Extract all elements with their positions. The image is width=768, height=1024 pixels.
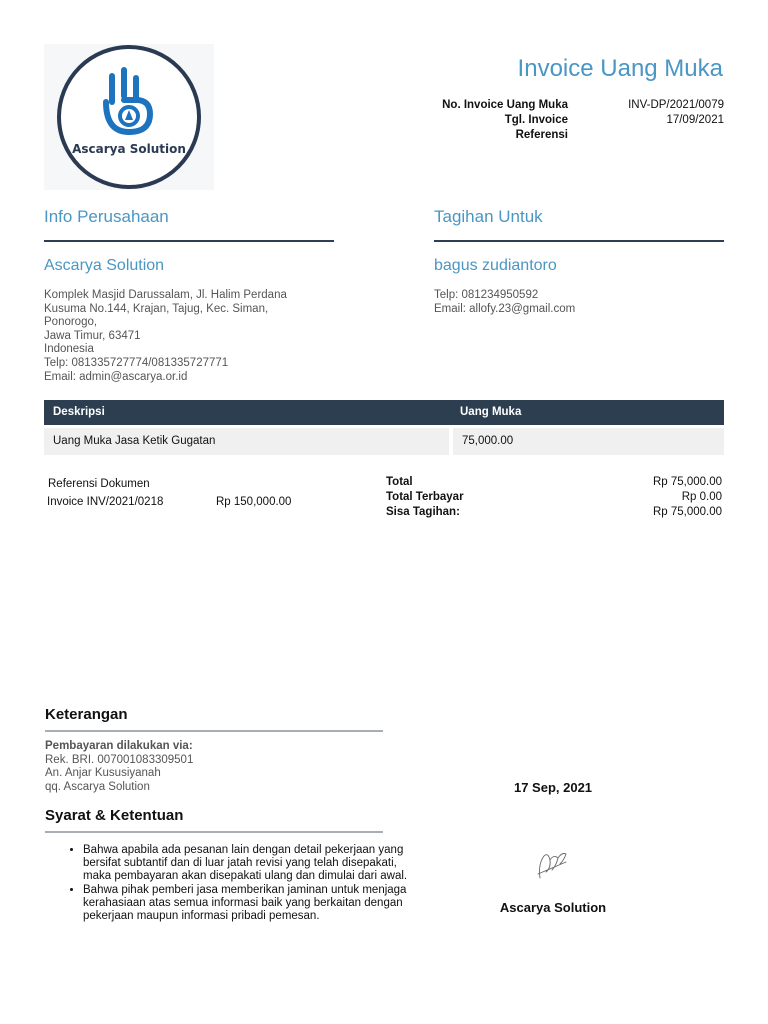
balance-due-value: Rp 75,000.00 <box>652 506 722 518</box>
total-paid-row <box>386 491 722 506</box>
balance-due-label: Sisa Tagihan: <box>386 506 460 518</box>
bank-account: Rek. BRI. 007001083309501 <box>45 753 194 766</box>
meta-row-reference <box>380 128 724 143</box>
reference-label: Referensi Dokumen <box>48 478 150 490</box>
terms-divider <box>45 831 383 833</box>
payment-lead: Pembayaran dilakukan via: <box>45 740 193 752</box>
bill-to-heading: Tagihan Untuk <box>434 207 543 226</box>
items-table-header <box>44 400 724 425</box>
meta-value <box>568 128 724 143</box>
signatory-name: Ascarya Solution <box>499 900 607 915</box>
cell-text: 75,000.00 <box>462 435 514 447</box>
terms-item: • Bahwa apabila ada pesanan lain dengan detail pekerjaan yang bersifat subtantif dan di luar jatah revisi yang telah disepakati, maka pembayaran akan disepakati ulang dan dimulai dari awal. <box>83 844 423 884</box>
payment-info <box>45 740 193 794</box>
address-line: Ponorogo, <box>44 316 98 329</box>
cell-text: Uang Muka Jasa Ketik Gugatan <box>53 435 216 447</box>
table-cell-amount <box>453 428 724 455</box>
meta-value: 17/09/2021 <box>666 114 724 126</box>
terms-list <box>45 844 423 923</box>
signature-date: 17 Sep, 2021 <box>513 780 593 795</box>
reference-document: Invoice INV/2021/0218 <box>47 496 164 508</box>
total-row <box>386 476 722 491</box>
meta-label: Tgl. Invoice <box>504 114 568 126</box>
meta-label: Referensi <box>515 129 568 141</box>
total-paid-label: Total Terbayar <box>386 491 464 503</box>
balance-due-row <box>386 506 722 521</box>
account-holder: An. Anjar Kususiyanah <box>45 767 161 779</box>
meta-row-invoice-date <box>380 113 724 128</box>
total-label: Total <box>386 476 413 488</box>
company-email: Email: admin@ascarya.or.id <box>44 370 188 383</box>
terms-heading: Syarat & Ketentuan <box>45 807 184 824</box>
reference-amount: Rp 150,000.00 <box>216 496 292 508</box>
meta-value: INV-DP/2021/0079 <box>628 99 724 111</box>
address-line: Indonesia <box>44 343 94 356</box>
customer-email: Email: allofy.23@gmail.com <box>434 302 576 315</box>
customer-contact <box>434 289 724 316</box>
column-header-description: Deskripsi <box>53 406 105 418</box>
customer-phone: Telp: 081234950592 <box>434 289 539 301</box>
company-heading: Info Perusahaan <box>44 207 169 226</box>
signature-mark <box>532 846 576 886</box>
document-title: Invoice Uang Muka <box>517 55 723 82</box>
address-line: Jawa Timur, 63471 <box>44 329 141 342</box>
meta-label: No. Invoice Uang Muka <box>442 99 568 111</box>
company-name: Ascarya Solution <box>44 257 165 274</box>
bill-to-divider <box>434 240 724 242</box>
company-phone: Telp: 081335727774/081335727771 <box>44 356 229 369</box>
company-address <box>44 289 344 384</box>
meta-row-invoice-number <box>380 98 724 113</box>
total-paid-value: Rp 0.00 <box>681 491 722 503</box>
notes-divider <box>45 730 383 732</box>
company-logo <box>44 44 214 190</box>
invoice-meta <box>380 98 724 143</box>
column-header-down-payment: Uang Muka <box>460 406 522 418</box>
address-line: Kusuma No.144, Krajan, Tajug, Kec. Siman, <box>44 302 269 315</box>
customer-name: bagus zudiantoro <box>434 257 557 274</box>
company-divider <box>44 240 334 242</box>
address-line: Komplek Masjid Darussalam, Jl. Halim Perdana <box>44 289 287 301</box>
table-cell-description <box>44 428 449 455</box>
logo-text: Ascarya Solution <box>72 142 186 156</box>
account-company: qq. Ascarya Solution <box>45 780 150 793</box>
total-value: Rp 75,000.00 <box>652 476 722 488</box>
notes-heading: Keterangan <box>45 706 128 723</box>
terms-item: • Bahwa pihak pemberi jasa memberikan jaminan untuk menjaga kerahasiaan atas semua informasi baik yang berkaitan dengan pekerjaan maupun informasi pribadi pemesan. <box>83 884 423 924</box>
